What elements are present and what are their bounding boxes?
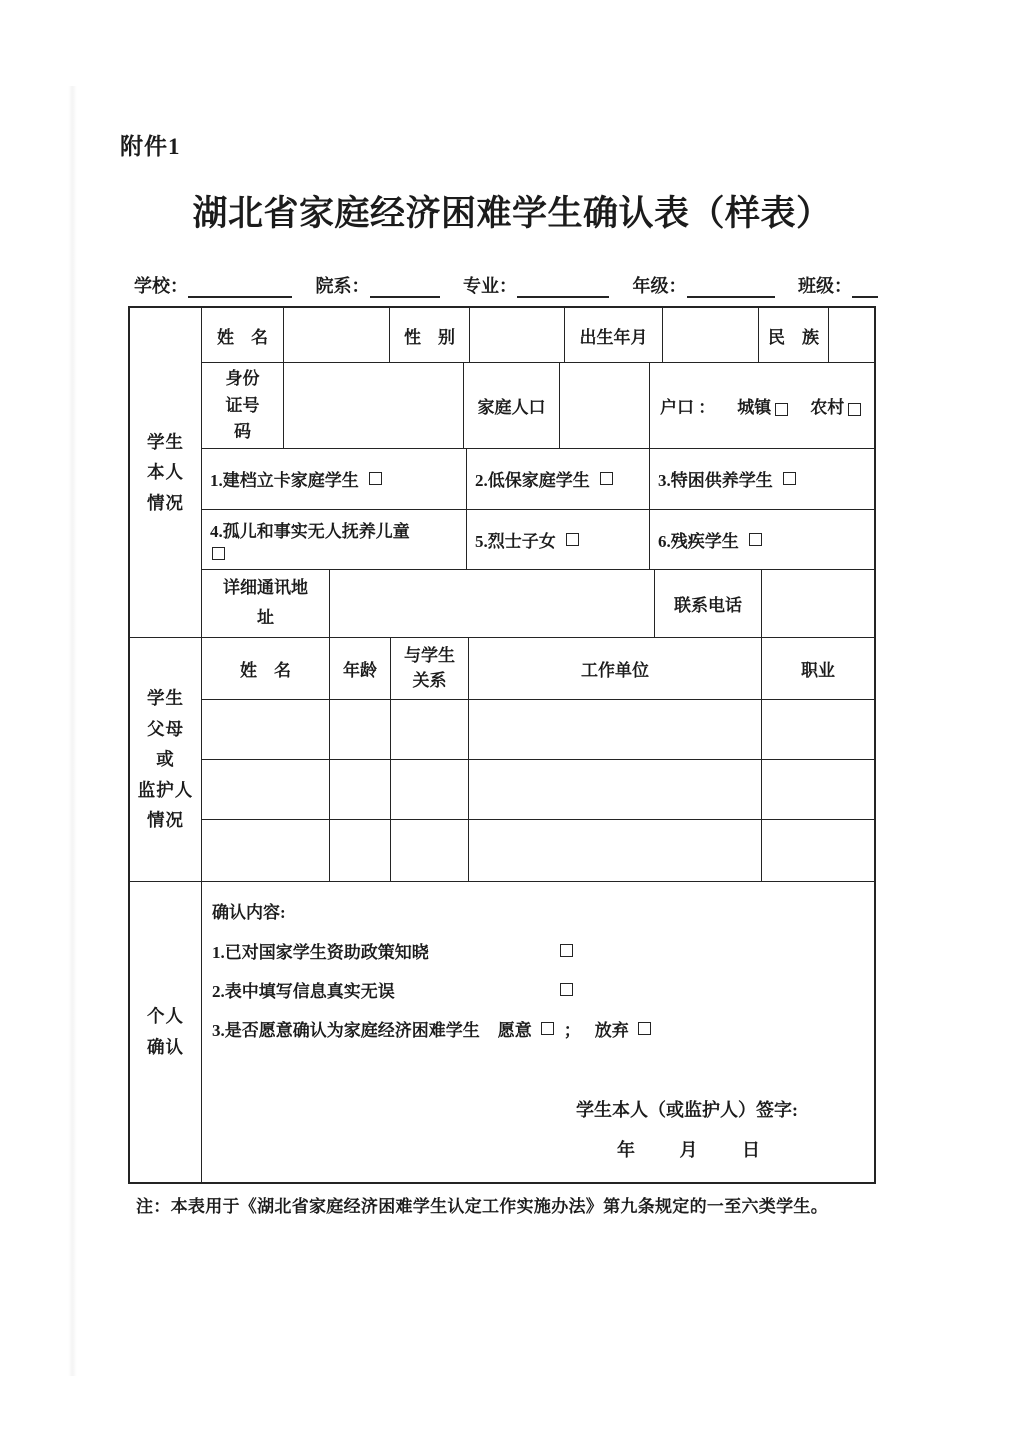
hukou-label: 户口 ： bbox=[660, 398, 716, 418]
guardian-employer-column: 工作单位 bbox=[469, 638, 762, 699]
confirm-section-body bbox=[202, 882, 874, 1182]
hukou-urban-option bbox=[737, 393, 788, 418]
info-true-checkbox bbox=[560, 983, 573, 996]
id-hukou-row bbox=[202, 363, 874, 449]
ethnicity-value-cell bbox=[829, 308, 874, 362]
urban-checkbox bbox=[775, 403, 788, 416]
guardian-employer-cell bbox=[469, 760, 762, 819]
attachment-label: 附件1 bbox=[120, 134, 181, 159]
category-row-1 bbox=[202, 449, 874, 509]
school-blank-line bbox=[188, 276, 292, 299]
date-month-label: 月 bbox=[679, 1140, 698, 1160]
major-field bbox=[463, 272, 609, 298]
student-info-section-header: 学生 本人 情况 bbox=[130, 308, 202, 637]
guardian-employer-cell bbox=[469, 700, 762, 759]
confirm-item-2-text: 2.表中填写信息真实无误 bbox=[212, 982, 395, 1001]
gender-label-cell: 性 别 bbox=[390, 308, 470, 362]
option-separator: ； bbox=[563, 1021, 581, 1040]
signature-label: 学生本人（或监护人）签字: bbox=[576, 1100, 798, 1120]
guardian-occupation-cell bbox=[762, 700, 874, 759]
school-label: 学校： bbox=[134, 276, 188, 296]
accept-option bbox=[498, 1016, 554, 1041]
family-size-label-cell: 家庭人口 bbox=[464, 363, 560, 448]
guardian-name-cell bbox=[202, 820, 330, 881]
archive-card-checkbox bbox=[369, 472, 382, 485]
category-row-2 bbox=[202, 510, 874, 570]
extreme-poverty-cell bbox=[650, 449, 874, 508]
student-info-section-body bbox=[202, 308, 874, 637]
accept-option-label: 愿意 bbox=[497, 1021, 532, 1040]
subsistence-allowance-checkbox bbox=[600, 472, 613, 485]
guardian-age-column: 年龄 bbox=[330, 638, 391, 699]
accept-checkbox bbox=[541, 1022, 554, 1035]
grade-blank-line bbox=[687, 276, 775, 299]
archive-card-label: 1.建档立卡家庭学生 bbox=[210, 471, 359, 491]
confirm-item-1 bbox=[212, 938, 860, 963]
guardian-occupation-cell bbox=[762, 760, 874, 819]
extreme-poverty-checkbox bbox=[783, 472, 796, 485]
guardian-age-cell bbox=[330, 700, 391, 759]
date-day-label: 日 bbox=[742, 1140, 760, 1160]
guardian-name-cell bbox=[202, 760, 330, 819]
guardian-employer-cell bbox=[469, 820, 762, 881]
grade-field bbox=[633, 272, 775, 298]
confirm-item-1-text: 1.已对国家学生资助政策知晓 bbox=[212, 943, 429, 962]
student-info-section bbox=[130, 308, 874, 638]
confirm-item-3 bbox=[212, 1016, 860, 1041]
address-value-cell bbox=[330, 570, 655, 637]
ethnicity-label-cell: 民 族 bbox=[759, 308, 829, 362]
department-label: 院系： bbox=[315, 276, 370, 296]
confirm-section-header: 个人 确认 bbox=[130, 882, 202, 1182]
school-field bbox=[134, 272, 292, 298]
birth-value-cell bbox=[663, 308, 759, 362]
hukou-rural-label: 农村 bbox=[810, 398, 845, 418]
name-value-cell bbox=[284, 308, 390, 362]
confirm-section bbox=[130, 882, 874, 1182]
martyr-child-cell bbox=[467, 510, 650, 569]
date-year-label: 年 bbox=[617, 1140, 635, 1160]
signature-area bbox=[212, 1096, 860, 1162]
gender-value-cell bbox=[470, 308, 565, 362]
scan-artifact-streak bbox=[68, 86, 77, 1376]
id-label-cell bbox=[202, 363, 284, 448]
major-label: 专业： bbox=[463, 276, 517, 296]
decline-checkbox bbox=[638, 1022, 651, 1035]
name-label-cell: 姓 名 bbox=[202, 308, 284, 362]
guardian-empty-row bbox=[202, 760, 874, 820]
confirm-item-2 bbox=[212, 977, 860, 1002]
guardian-relation-label: 与学生关系 bbox=[403, 645, 455, 690]
grade-label: 年级： bbox=[632, 276, 687, 296]
guardian-age-cell bbox=[330, 760, 391, 819]
footnote: 注：本表用于《湖北省家庭经济困难学生认定工作实施办法》第九条规定的一至六类学生。 bbox=[136, 1197, 828, 1216]
guardian-relation-cell bbox=[391, 820, 469, 881]
guardian-empty-row bbox=[202, 700, 874, 760]
id-label: 身份证号码 bbox=[225, 369, 260, 442]
guardian-section-body bbox=[202, 638, 874, 881]
hukou-rural-option bbox=[810, 393, 861, 418]
guardian-relation-cell bbox=[391, 700, 469, 759]
confirmation-form-table bbox=[128, 306, 876, 1184]
family-size-value-cell bbox=[560, 363, 650, 448]
hukou-urban-label: 城镇 bbox=[737, 398, 772, 418]
guardian-section bbox=[130, 638, 874, 882]
hukou-cell bbox=[650, 363, 874, 448]
disabled-student-label: 6.残疾学生 bbox=[658, 531, 739, 551]
class-blank-line bbox=[852, 276, 878, 299]
decline-option-label: 放弃 bbox=[594, 1021, 629, 1040]
id-value-cell bbox=[284, 363, 464, 448]
decline-option bbox=[595, 1016, 651, 1041]
martyr-child-label: 5.烈士子女 bbox=[475, 531, 556, 551]
archive-card-cell bbox=[202, 449, 467, 508]
guardian-occupation-column: 职业 bbox=[801, 661, 835, 680]
address-phone-row bbox=[202, 570, 874, 637]
policy-known-checkbox bbox=[560, 944, 573, 957]
phone-value-cell bbox=[762, 570, 874, 637]
extreme-poverty-label: 3.特困供养学生 bbox=[658, 471, 773, 491]
orphan-label: 4.孤儿和事实无人抚养儿童 bbox=[210, 521, 410, 541]
disabled-student-cell bbox=[650, 510, 874, 569]
orphan-checkbox bbox=[212, 547, 225, 560]
guardian-relation-cell bbox=[391, 760, 469, 819]
department-field bbox=[316, 272, 440, 298]
disabled-student-checkbox bbox=[749, 533, 762, 546]
phone-label-cell: 联系电话 bbox=[655, 570, 762, 637]
header-field-line bbox=[134, 272, 878, 298]
subsistence-allowance-label: 2.低保家庭学生 bbox=[475, 471, 590, 491]
orphan-cell bbox=[202, 510, 467, 569]
confirm-content-title: 确认内容: bbox=[212, 903, 286, 922]
guardian-empty-row bbox=[202, 820, 874, 881]
subsistence-allowance-cell bbox=[467, 449, 650, 508]
address-label: 详细通讯地址 bbox=[222, 577, 308, 628]
department-blank-line bbox=[370, 276, 440, 299]
address-label-cell bbox=[202, 570, 330, 637]
guardian-age-cell bbox=[330, 820, 391, 881]
major-blank-line bbox=[517, 276, 609, 299]
class-label: 班级： bbox=[798, 276, 852, 296]
date-line bbox=[212, 1136, 860, 1162]
confirm-item-3-text: 3.是否愿意确认为家庭经济困难学生 bbox=[212, 1021, 480, 1040]
page-title: 湖北省家庭经济困难学生确认表（样表） bbox=[192, 194, 832, 233]
name-gender-row bbox=[202, 308, 874, 363]
rural-checkbox bbox=[848, 403, 861, 416]
birth-label-cell: 出生年月 bbox=[565, 308, 663, 362]
guardian-columns-row bbox=[202, 638, 874, 700]
class-field bbox=[798, 272, 878, 298]
guardian-name-cell bbox=[202, 700, 330, 759]
guardian-relation-column bbox=[391, 638, 469, 699]
martyr-child-checkbox bbox=[566, 533, 579, 546]
guardian-occupation-cell bbox=[762, 820, 874, 881]
guardian-name-column: 姓 名 bbox=[202, 638, 330, 699]
guardian-section-header: 学生 父母 或 监护人 情况 bbox=[130, 638, 202, 881]
